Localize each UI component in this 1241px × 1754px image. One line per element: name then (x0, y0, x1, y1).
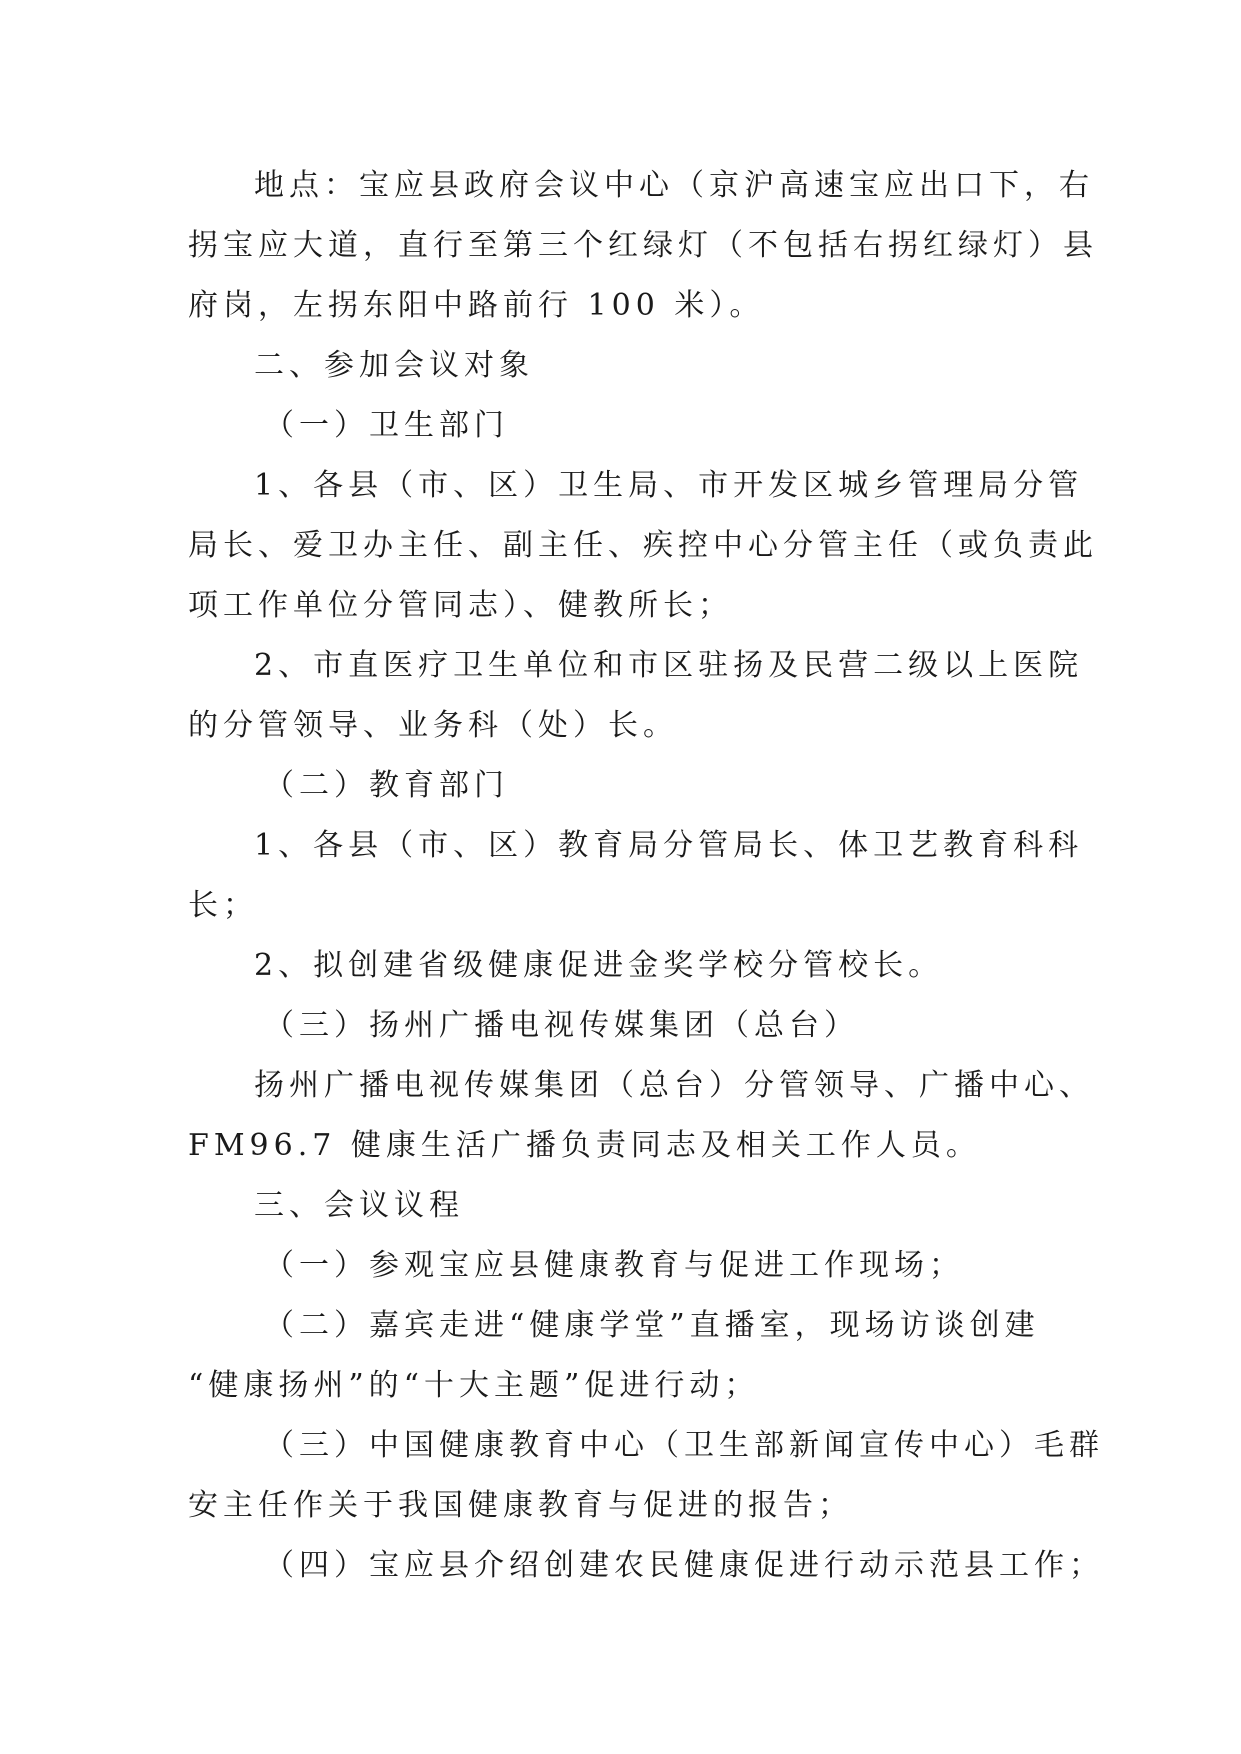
venue-line-3: 府岗，左拐东阳中路前行 100 米）。 (188, 288, 765, 323)
agenda-item-3-line-2: 安主任作关于我国健康教育与促进的报告； (188, 1488, 853, 1523)
venue-line-2: 拐宝应大道，直行至第三个红绿灯（不包括右拐红绿灯）县 (188, 228, 1098, 263)
broadcast-item-line-1: 扬州广播电视传媒集团（总台）分管领导、广播中心、 (254, 1068, 1094, 1103)
health-item-1-line-2: 局长、爱卫办主任、副主任、疾控中心分管主任（或负责此 (188, 528, 1098, 563)
health-item-2-line-2: 的分管领导、业务科（处）长。 (188, 708, 678, 743)
agenda-item-4: （四）宝应县介绍创建农民健康促进行动示范县工作； (264, 1548, 1104, 1583)
subheading-education-dept: （二）教育部门 (264, 768, 509, 803)
agenda-item-2-line-1: （二）嘉宾走进“健康学堂”直播室，现场访谈创建 (264, 1308, 1040, 1343)
section-heading-agenda: 三、会议议程 (254, 1188, 464, 1223)
agenda-item-2-line-2: “健康扬州”的“十大主题”促进行动； (188, 1368, 760, 1403)
health-item-1-line-1: 1、各县（市、区）卫生局、市开发区城乡管理局分管 (254, 468, 1084, 503)
subheading-broadcast-group: （三）扬州广播电视传媒集团（总台） (264, 1008, 859, 1043)
agenda-item-3-line-1: （三）中国健康教育中心（卫生部新闻宣传中心）毛群 (264, 1428, 1104, 1463)
health-item-2-line-1: 2、市直医疗卫生单位和市区驻扬及民营二级以上医院 (254, 648, 1084, 683)
broadcast-item-line-2: FM96.7 健康生活广播负责同志及相关工作人员。 (188, 1128, 981, 1163)
education-item-2: 2、拟创建省级健康促进金奖学校分管校长。 (254, 948, 944, 983)
document-body (188, 156, 1104, 1596)
agenda-item-1: （一）参观宝应县健康教育与促进工作现场； (264, 1248, 964, 1283)
health-item-1-line-3: 项工作单位分管同志）、健教所长； (188, 588, 733, 623)
section-heading-attendees: 二、参加会议对象 (254, 348, 534, 383)
education-item-1-line-1: 1、各县（市、区）教育局分管局长、体卫艺教育科科 (254, 828, 1084, 863)
venue-line-1: 地点：宝应县政府会议中心（京沪高速宝应出口下，右 (254, 168, 1094, 203)
education-item-1-line-2: 长； (188, 888, 258, 923)
subheading-health-dept: （一）卫生部门 (264, 408, 509, 443)
